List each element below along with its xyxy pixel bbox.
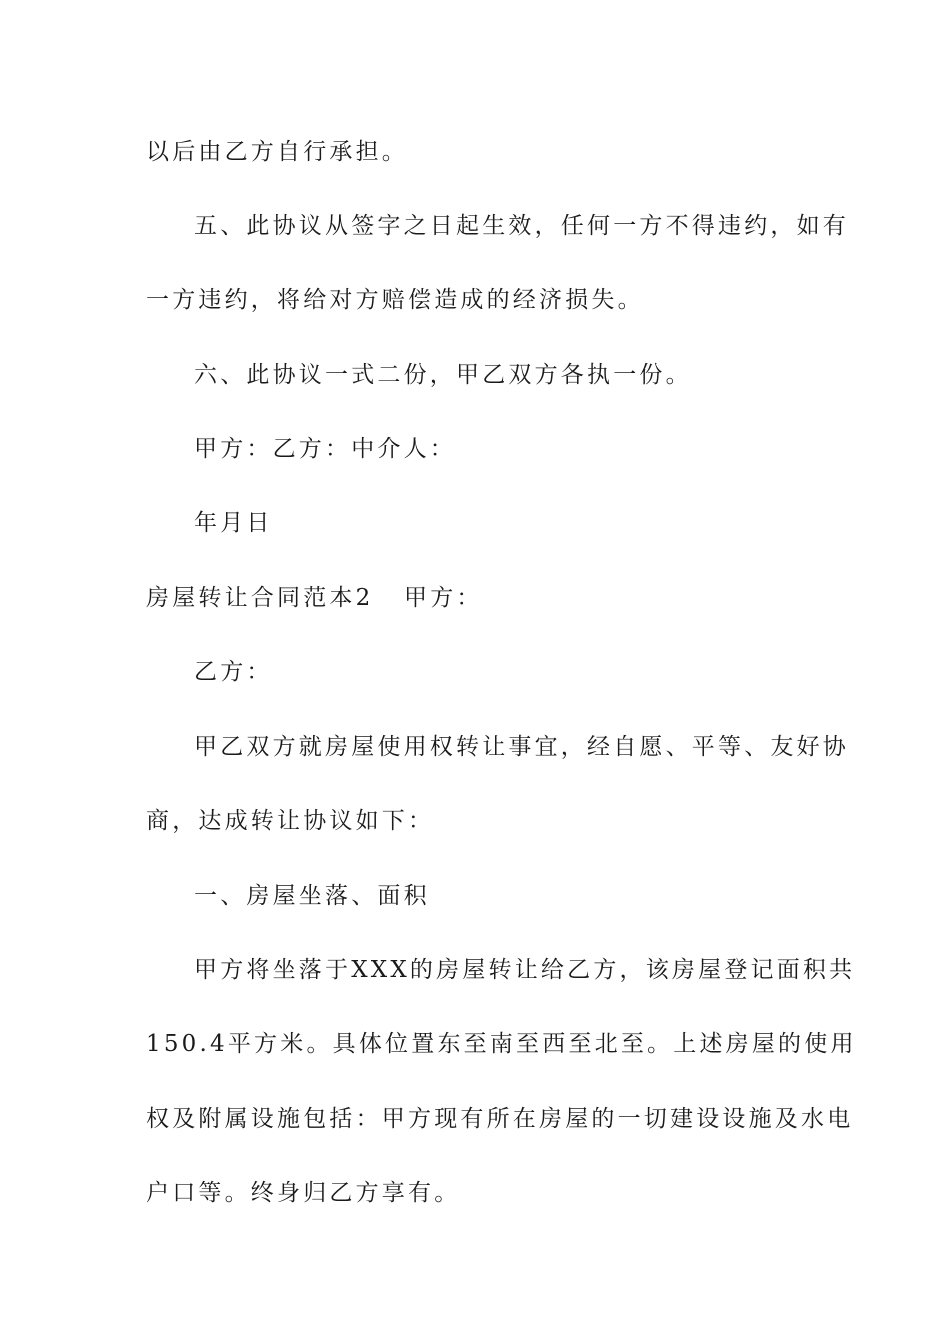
clause-heading: 一、房屋坐落、面积 bbox=[194, 883, 430, 909]
date-line: 年月日 bbox=[194, 510, 273, 536]
paragraph-line: 150.4平方米。具体位置东至南至西至北至。上述房屋的使用 bbox=[146, 1031, 857, 1057]
party-a-label: 甲方： bbox=[404, 585, 483, 611]
paragraph-line: 甲乙双方就房屋使用权转让事宜，经自愿、平等、友好协 bbox=[194, 734, 849, 760]
paragraph-line: 以后由乙方自行承担。 bbox=[146, 139, 408, 165]
section-title: 房屋转让合同范本2 bbox=[146, 585, 374, 611]
clause-five-line: 五、此协议从签字之日起生效，任何一方不得违约，如有 bbox=[194, 213, 849, 239]
clause-six-line: 六、此协议一式二份，甲乙双方各执一份。 bbox=[194, 362, 692, 388]
signature-parties-line: 甲方：乙方：中介人： bbox=[194, 436, 456, 462]
paragraph-line: 商，达成转让协议如下： bbox=[146, 808, 435, 834]
paragraph-line: 权及附属设施包括：甲方现有所在房屋的一切建设设施及水电 bbox=[146, 1106, 854, 1132]
paragraph-line: 户口等。终身归乙方享有。 bbox=[146, 1180, 461, 1206]
paragraph-line: 一方违约，将给对方赔偿造成的经济损失。 bbox=[146, 287, 644, 313]
party-b-label: 乙方： bbox=[194, 659, 273, 685]
paragraph-line: 甲方将坐落于XXX的房屋转让给乙方，该房屋登记面积共 bbox=[194, 957, 856, 983]
